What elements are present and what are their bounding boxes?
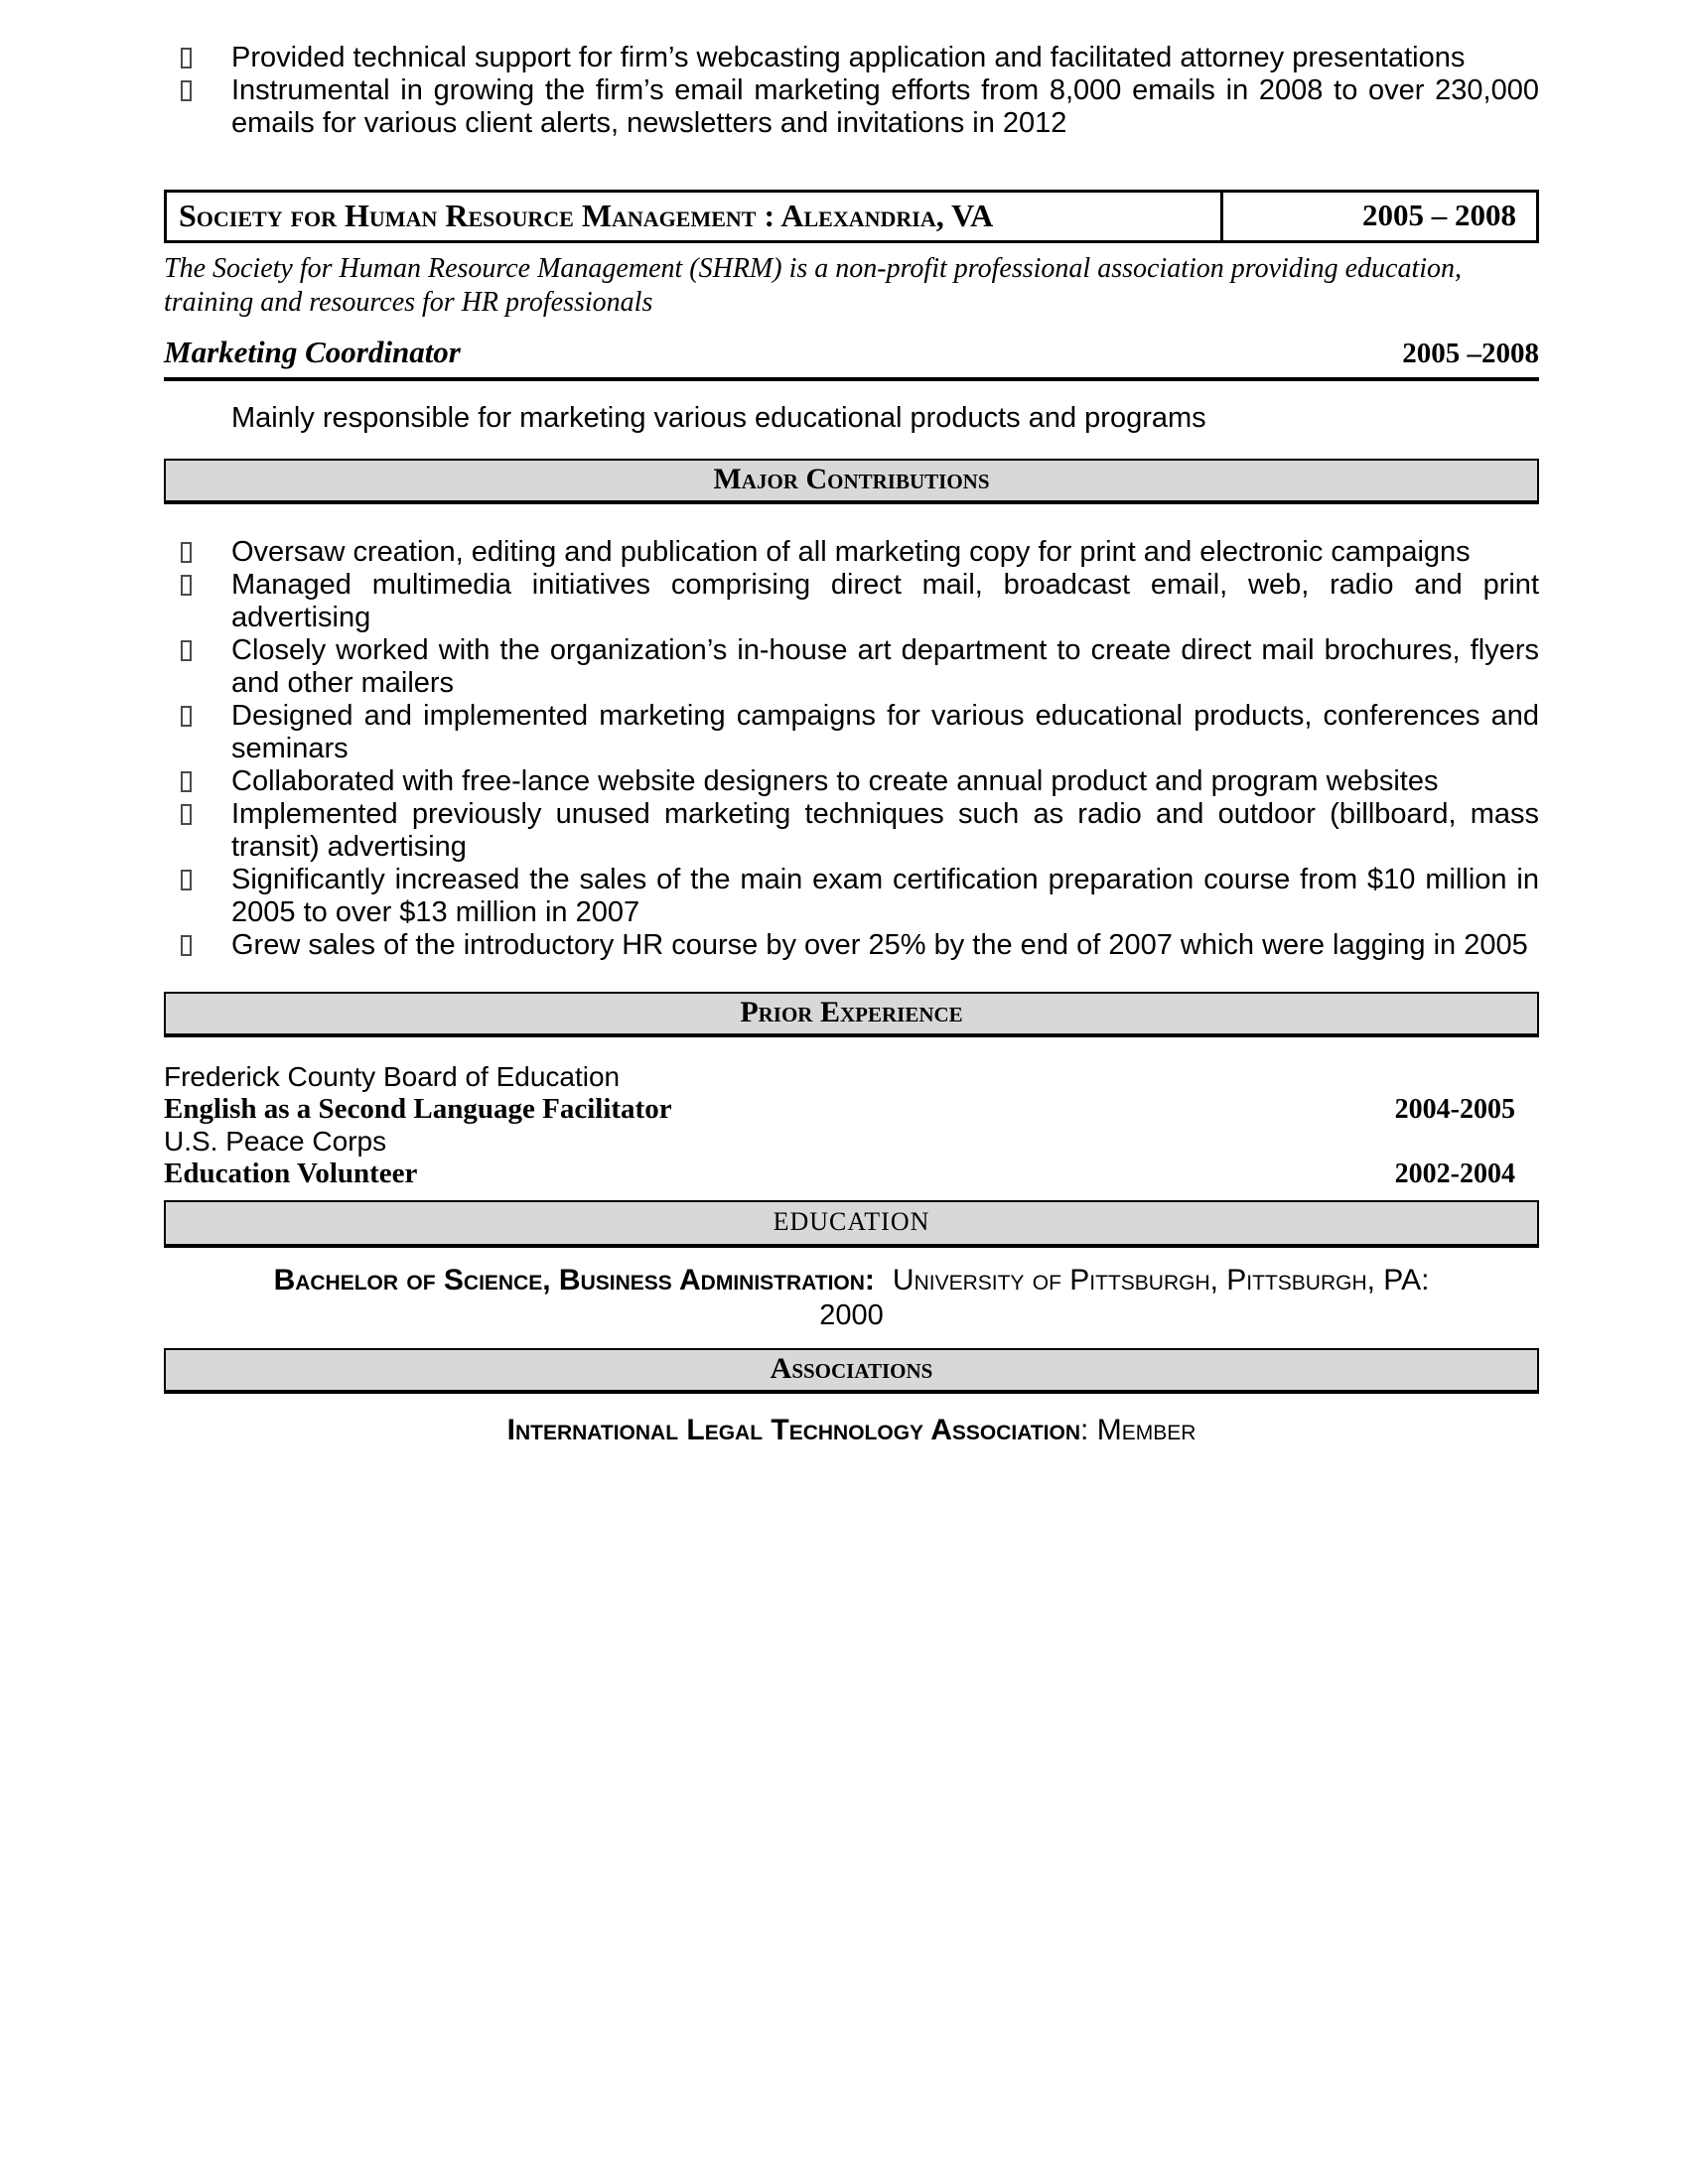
- employer-name: Society for Human Resource Management : Alexandria, VA: [179, 198, 994, 233]
- education-degree: Bachelor of Science, Business Administration:: [273, 1264, 875, 1297]
- bullet-text: Designed and implemented marketing campaigns for various educational products, conferences and seminars: [231, 700, 1539, 764]
- bullet-text: Collaborated with free-lance website designers to create annual product and program websites: [231, 765, 1439, 797]
- prior-title-row: [164, 1158, 1539, 1190]
- prior-title: English as a Second Language Facilitator: [164, 1093, 672, 1125]
- list-item: [164, 700, 1539, 765]
- section-banner-prior-experience: Prior Experience: [164, 992, 1539, 1037]
- bullet-text: Oversaw creation, editing and publication of all marketing copy for print and electronic campaigns: [231, 536, 1471, 568]
- association-name: International Legal Technology Association: [506, 1414, 1081, 1446]
- prior-title-row: [164, 1093, 1539, 1126]
- list-item: [164, 42, 1539, 74]
- bullet-box-icon: [181, 640, 192, 661]
- bullet-box-icon: [181, 771, 192, 792]
- education-school: University of Pittsburgh, Pittsburgh, PA:: [892, 1264, 1430, 1297]
- bullet-box-icon: [181, 804, 192, 825]
- list-item: [164, 569, 1539, 634]
- bullet-text: Implemented previously unused marketing techniques such as radio and outdoor (billboard, mass transit) advertising: [231, 798, 1539, 863]
- list-item: [164, 765, 1539, 798]
- education-year: 2000: [819, 1299, 884, 1331]
- role-title: Marketing Coordinator: [164, 335, 461, 369]
- bullet-box-icon: [181, 80, 192, 101]
- contributions-bullet-list: [164, 536, 1539, 962]
- bullet-box-icon: [181, 542, 192, 563]
- bullet-box-icon: [181, 935, 192, 956]
- intro-bullet-list: [164, 42, 1539, 140]
- prior-org: Frederick County Board of Education: [164, 1061, 621, 1092]
- association-membership: : Member: [1080, 1414, 1196, 1446]
- prior-experience-list: [164, 1061, 1539, 1190]
- association-line: [164, 1414, 1539, 1447]
- bullet-text: Significantly increased the sales of the main exam certification preparation course from $10 million in 2005 to over $13 million in 2007: [231, 864, 1539, 928]
- prior-dates: 2002-2004: [1394, 1159, 1515, 1189]
- bullet-box-icon: [181, 48, 192, 68]
- list-item: [164, 798, 1539, 864]
- education-line: [164, 1264, 1539, 1297]
- list-item: [164, 864, 1539, 929]
- employer-dates: 2005 – 2008: [1220, 193, 1536, 240]
- list-item: [164, 634, 1539, 700]
- section-banner-major-contributions: Major Contributions: [164, 459, 1539, 504]
- list-item: [164, 74, 1539, 140]
- employer-header-table: [164, 190, 1539, 243]
- bullet-text: Managed multimedia initiatives comprising direct mail, broadcast email, web, radio and print advertising: [231, 569, 1539, 633]
- prior-dates: 2004-2005: [1394, 1094, 1515, 1125]
- section-banner-education: EDUCATION: [164, 1200, 1539, 1248]
- prior-title: Education Volunteer: [164, 1158, 418, 1189]
- list-item: [164, 929, 1539, 962]
- bullet-box-icon: [181, 575, 192, 596]
- section-banner-associations: Associations: [164, 1348, 1539, 1394]
- bullet-text: Provided technical support for firm’s webcasting application and facilitated attorney presentations: [231, 42, 1466, 73]
- bullet-box-icon: [181, 870, 192, 890]
- role-summary: Mainly responsible for marketing various educational products and programs: [231, 402, 1206, 434]
- bullet-text: Grew sales of the introductory HR course by over 25% by the end of 2007 which were lagging in 2005: [231, 929, 1528, 961]
- bullet-text: Instrumental in growing the firm’s email marketing efforts from 8,000 emails in 2008 to over 230,000 emails for various client alerts, newsletters and invitations in 2012: [231, 74, 1539, 139]
- employer-description: The Society for Human Resource Management (SHRM) is a non-profit professional association providing education, training and resources for HR professionals: [164, 253, 1463, 318]
- role-dates: 2005 –2008: [1402, 338, 1539, 369]
- prior-org: U.S. Peace Corps: [164, 1126, 387, 1157]
- bullet-text: Closely worked with the organization’s in-house art department to create direct mail brochures, flyers and other mailers: [231, 634, 1539, 699]
- role-title-row: [164, 335, 1539, 381]
- list-item: [164, 536, 1539, 569]
- bullet-box-icon: [181, 706, 192, 727]
